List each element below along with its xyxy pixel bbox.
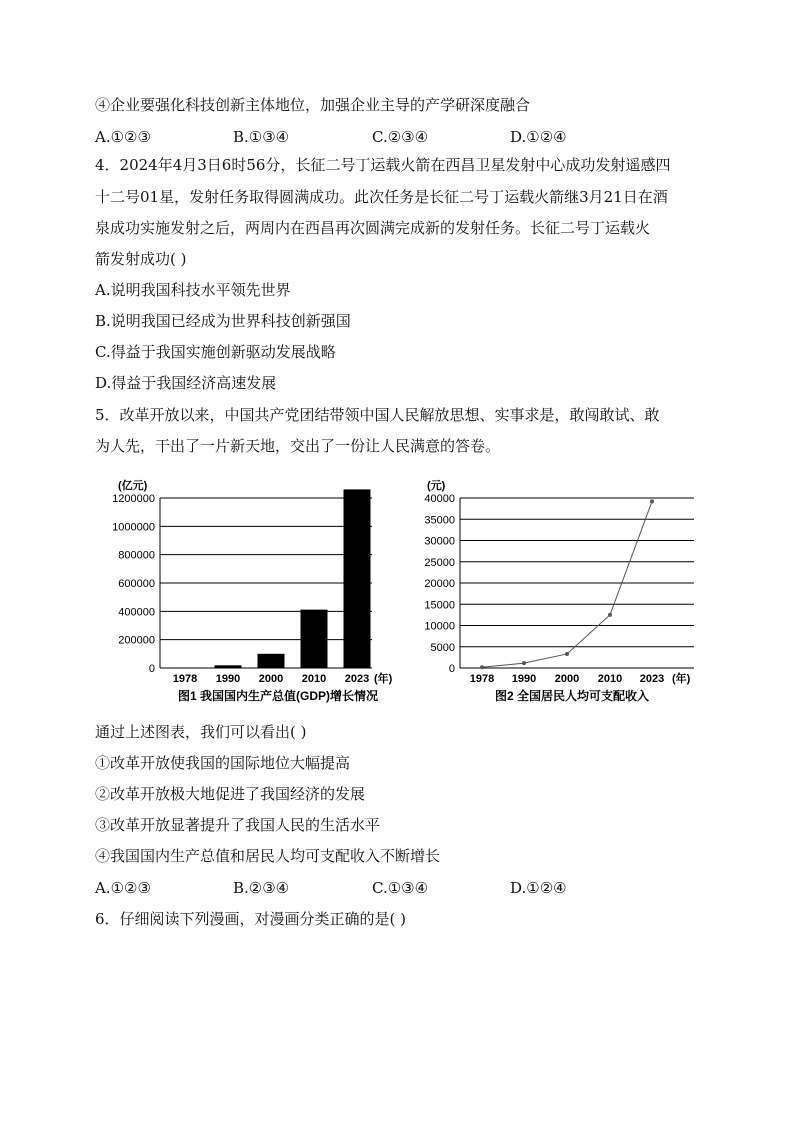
- q3-item-4: ④企业要强化科技创新主体地位，加强企业主导的产学研深度融合: [95, 96, 531, 114]
- q5-item-1: ①改革开放使我国的国际地位大幅提高: [95, 754, 351, 772]
- q6-stem: 6．仔细阅读下列漫画，对漫画分类正确的是( ): [95, 910, 407, 928]
- x-tick-label: 1990: [215, 673, 241, 685]
- y-tick-label: 10000: [424, 620, 455, 633]
- q4-stem-line-1: 4．2024年4月3日6时56分，长征二号丁运载火箭在西昌卫星发射中心成功发射遥感四: [95, 156, 671, 174]
- q4-option-b: B.说明我国已经成为世界科技创新强国: [95, 312, 351, 330]
- point-2000: [565, 652, 569, 656]
- q4-option-c: C.得益于我国实施创新驱动发展战略: [95, 343, 336, 361]
- y-tick-label: 25000: [424, 556, 455, 569]
- y-tick-label: 600000: [118, 578, 155, 590]
- point-2023: [650, 499, 654, 503]
- point-1978: [480, 665, 484, 669]
- y-tick-label: 1000000: [112, 521, 155, 534]
- x-tick-label: 2010: [301, 673, 327, 685]
- q3-option-c: C.②③④: [372, 128, 429, 146]
- q4-stem-line-3: 泉成功实施发射之后，两周内在西昌再次圆满完成新的发射任务。长征二号丁运载火: [95, 219, 651, 237]
- point-1990: [522, 661, 526, 665]
- y-tick-label: 35000: [424, 514, 455, 527]
- q5-item-4: ④我国国内生产总值和居民人均可支配收入不断增长: [95, 847, 441, 865]
- q5-item-3: ③改革开放显著提升了我国人民的生活水平: [95, 816, 381, 834]
- y-tick-label: 0: [448, 663, 455, 675]
- x-tick-label: 2000: [258, 673, 284, 685]
- x-tick-label: 1990: [511, 673, 537, 685]
- q5-option-b: B.②③④: [233, 879, 290, 897]
- y-tick-label: 1200000: [112, 493, 155, 505]
- q3-option-b: B.①③④: [233, 128, 290, 146]
- x-tick-label: 2000: [554, 673, 580, 685]
- q5-options: [95, 878, 715, 898]
- y-tick-label: 800000: [118, 549, 155, 562]
- bar-1990: [215, 665, 242, 668]
- chart-caption: 图2 全国居民人均可支配收入: [494, 689, 650, 703]
- bar-2010: [301, 610, 328, 668]
- y-unit-label: (元): [427, 480, 446, 492]
- q3-option-a: A.①②③: [95, 128, 151, 146]
- y-tick-label: 200000: [118, 634, 155, 647]
- q4-option-d: D.得益于我国经济高速发展: [95, 374, 277, 392]
- q3-option-d: D.①②④: [510, 128, 567, 146]
- q4-stem-line-2: 十二号01星，发射任务取得圆满成功。此次任务是长征二号丁运载火箭继3月21日在酒: [95, 188, 668, 206]
- x-tick-label: 2010: [597, 673, 623, 685]
- series-line: [482, 501, 652, 667]
- x-unit-label: (年): [672, 673, 691, 685]
- q4-option-a: A.说明我国科技水平领先世界: [95, 281, 291, 299]
- y-unit-label: (亿元): [118, 480, 148, 492]
- x-unit-label: (年): [374, 673, 393, 685]
- chart-caption: 图1 我国国内生产总值(GDP)增长情况: [177, 689, 379, 703]
- x-tick-label: 2023: [344, 673, 370, 685]
- bar-2000: [258, 654, 285, 668]
- x-tick-label: 2023: [639, 673, 665, 685]
- x-tick-label: 1978: [469, 673, 495, 685]
- y-tick-label: 400000: [118, 606, 155, 619]
- q5-option-c: C.①③④: [372, 879, 429, 897]
- q5-question: 通过上述图表，我们可以看出( ): [95, 723, 307, 741]
- q5-option-a: A.①②③: [95, 879, 151, 897]
- y-tick-label: 0: [148, 663, 155, 675]
- bar-2023: [344, 489, 371, 668]
- q5-stem-line-1: 5．改革开放以来，中国共产党团结带领中国人民解放思想、实事求是，敢闯敢试、敢: [95, 406, 660, 424]
- q5-item-2: ②改革开放极大地促进了我国经济的发展: [95, 785, 366, 803]
- x-tick-label: 1978: [172, 673, 198, 685]
- q4-stem-line-4: 箭发射成功( ): [95, 250, 187, 268]
- y-tick-label: 15000: [424, 599, 455, 612]
- q5-option-d: D.①②④: [510, 879, 567, 897]
- bar-1978: [172, 667, 199, 668]
- y-tick-label: 30000: [424, 535, 455, 548]
- q3-options: [95, 127, 715, 147]
- q5-stem-line-2: 为人先，干出了一片新天地，交出了一份让人民满意的答卷。: [95, 437, 501, 455]
- y-tick-label: 20000: [424, 578, 455, 590]
- y-tick-label: 5000: [430, 641, 455, 654]
- point-2010: [608, 613, 612, 617]
- y-tick-label: 40000: [424, 493, 455, 505]
